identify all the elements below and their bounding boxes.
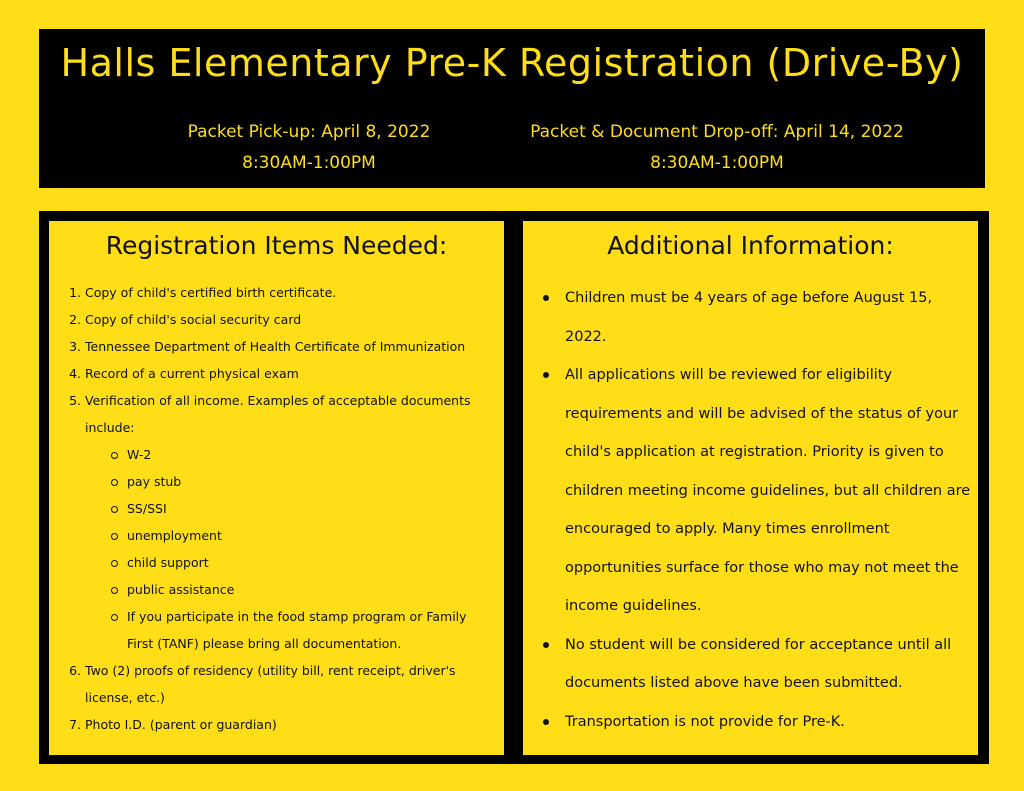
bullet-icon [543, 719, 549, 725]
content-frame [39, 211, 989, 764]
circle-bullet-icon [111, 506, 118, 513]
circle-bullet-icon [111, 587, 118, 594]
sub-item-text: child support [127, 555, 209, 570]
item-text: Tennessee Department of Health Certificate of Immunization [85, 339, 466, 354]
sub-item-text: pay stub [127, 474, 182, 489]
circle-bullet-icon [111, 560, 118, 567]
circle-bullet-icon [111, 614, 118, 621]
item-text: Copy of child's social security card [85, 312, 302, 327]
list-item [541, 356, 973, 626]
list-item [63, 360, 493, 387]
bullet-icon [543, 372, 549, 378]
list-item [63, 657, 493, 711]
list-item [63, 306, 493, 333]
registration-list [63, 279, 493, 738]
additional-info-panel [523, 221, 978, 755]
sub-item-text: If you participate in the food stamp program or Family First (TANF) please bring all documentation. [127, 609, 467, 651]
circle-bullet-icon [111, 452, 118, 459]
item-number: 1. [69, 285, 81, 300]
dropoff-time: 8:30AM-1:00PM [650, 153, 784, 173]
income-examples-list [63, 441, 493, 657]
sub-list-item [111, 441, 493, 468]
registration-title: Registration Items Needed: [105, 231, 448, 260]
item-number: 7. [69, 717, 81, 732]
list-item [541, 626, 973, 703]
circle-bullet-icon [111, 479, 118, 486]
pickup-time: 8:30AM-1:00PM [242, 153, 376, 173]
item-number: 5. [69, 393, 81, 408]
sub-list-item [111, 495, 493, 522]
list-item [63, 279, 493, 306]
item-text: Copy of child's certified birth certificate. [85, 285, 337, 300]
list-item [63, 333, 493, 360]
item-text: Record of a current physical exam [85, 366, 299, 381]
list-item [63, 711, 493, 738]
sub-item-text: public assistance [127, 582, 235, 597]
registration-panel [49, 221, 504, 755]
sub-list-item [111, 549, 493, 576]
additional-info-list [541, 279, 973, 741]
item-text: Transportation is not provide for Pre-K. [565, 713, 845, 730]
item-text: Two (2) proofs of residency (utility bill, rent receipt, driver's license, etc.) [85, 663, 456, 705]
page-title: Halls Elementary Pre-K Registration (Drive-By) [60, 41, 964, 85]
sub-item-text: unemployment [127, 528, 222, 543]
sub-item-text: W-2 [127, 447, 152, 462]
sub-list-item [111, 522, 493, 549]
item-text: All applications will be reviewed for eligibility requirements and will be advised of the status of your child's application at registration. Priority is given to children meeting income guidelines, but all children are encouraged to apply. Many times enrollment opportunities surface for those who may not meet the income guidelines. [565, 367, 971, 614]
item-text: Photo I.D. (parent or guardian) [85, 717, 277, 732]
sub-list-item [111, 576, 493, 603]
header-banner [39, 29, 985, 188]
item-text: Children must be 4 years of age before August 15, 2022. [565, 290, 933, 345]
sub-item-text: SS/SSI [127, 501, 167, 516]
item-text: No student will be considered for acceptance until all documents listed above have been submitted. [565, 636, 952, 691]
bullet-icon [543, 642, 549, 648]
list-item [541, 703, 973, 742]
packet-dropoff [517, 117, 917, 179]
bullet-icon [543, 295, 549, 301]
circle-bullet-icon [111, 533, 118, 540]
item-number: 3. [69, 339, 81, 354]
list-item [541, 279, 973, 356]
item-number: 4. [69, 366, 81, 381]
list-item [63, 387, 493, 441]
packet-pickup [149, 117, 469, 179]
pickup-label: Packet Pick-up: April 8, 2022 [187, 122, 431, 142]
item-number: 6. [69, 663, 81, 678]
item-number: 2. [69, 312, 81, 327]
sub-list-item [111, 603, 493, 657]
additional-title: Additional Information: [607, 231, 894, 260]
sub-list-item [111, 468, 493, 495]
dropoff-label: Packet & Document Drop-off: April 14, 2022 [530, 122, 904, 142]
item-text: Verification of all income. Examples of acceptable documents include: [85, 393, 471, 435]
